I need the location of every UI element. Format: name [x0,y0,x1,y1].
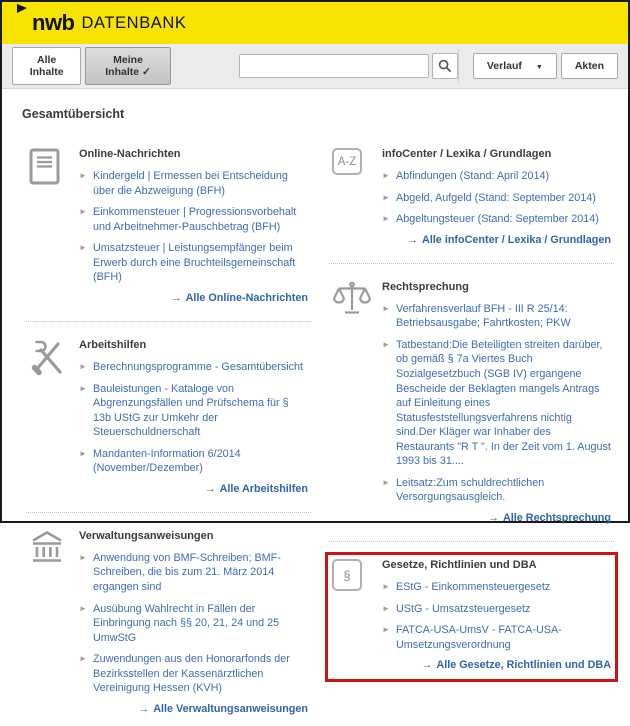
chevron-down-icon: ▼ [535,64,543,71]
list-item [79,551,308,595]
arrow-right-icon: → [488,512,499,524]
bullet-arrow-icon: ► [382,339,390,349]
section-divider [329,541,614,542]
toolbar-divider [458,49,459,83]
section-online-nachrichten [22,141,315,315]
article-link[interactable]: Mandanten-Information 6/2014 (November/Dezember) [93,447,241,475]
list-item [79,602,308,646]
article-link[interactable]: Bauleistungen - Kataloge von Abgrenzungsfällen und Prüfschema für § 13b UStG zur Umkehr der Steuerschuldnerschaft [93,382,289,439]
bullet-arrow-icon: ► [79,552,87,562]
bullet-arrow-icon: ► [79,361,87,371]
all-rechtsprechung-link [382,512,611,524]
section-arbeitshilfen [22,332,315,506]
list-item [79,382,308,440]
list-item [382,602,611,617]
bullet-arrow-icon: ► [382,303,390,313]
bullet-arrow-icon: ► [382,582,390,591]
article-link[interactable]: Anwendung von BMF-Schreiben; BMF-Schreiben, die bis zum 21. März 2014 ergangen sind [93,551,281,593]
all-gesetze-link [382,659,611,671]
article-link[interactable]: Abfindungen (Stand: April 2014) [396,170,550,182]
all-content-button[interactable]: Alle Inhalte [12,47,81,85]
bullet-arrow-icon: ► [382,192,390,202]
list-item [382,476,611,505]
bullet-arrow-icon: ► [79,654,87,664]
bullet-arrow-icon: ► [382,214,390,224]
article-link[interactable]: Ausübung Wahlrecht in Fällen der Einbringung nach §§ 20, 21, 24 und 25 UmwStG [93,602,280,644]
section-divider [26,321,311,322]
verlauf-label: Verlauf [486,60,522,72]
section-rechtsprechung [325,274,618,535]
article-link[interactable]: Abgeld, Aufgeld (Stand: September 2014) [396,191,596,204]
section-infocenter [325,141,618,257]
arrow-right-icon: → [407,233,419,246]
article-link[interactable]: EStG - Einkommensteuergesetz [396,581,551,593]
article-link[interactable]: Berechnungsprogramme - Gesamtübersicht [93,360,304,373]
verlauf-dropdown-button[interactable] [473,53,557,79]
corner-flag-icon [17,4,27,13]
logo-datenbank: DATENBANK [81,13,187,32]
arrow-right-icon: → [138,702,150,715]
list-item [382,191,611,206]
bullet-arrow-icon: ► [382,603,390,613]
list-item [79,169,308,198]
all-infocenter-link [382,234,611,246]
search-input[interactable] [239,54,429,78]
section-title: Rechtsprechung [382,280,469,293]
all-arbeitshilfen-link [79,483,308,495]
bullet-arrow-icon: ► [79,243,87,253]
list-item [382,212,611,227]
arrow-right-icon: → [204,482,216,495]
toolbar [2,44,628,89]
left-column [22,141,315,726]
section-title: Gesetze, Richtlinien und DBA [382,559,537,571]
right-column [325,141,618,726]
section-sign-icon: § [332,559,362,591]
list-item [382,338,611,469]
all-link-label[interactable]: Alle Gesetze, Richtlinien und DBA [436,659,611,672]
section-verwaltungsanweisungen [22,523,315,726]
page-title: Gesamtübersicht [22,107,125,121]
section-title: Online-Nachrichten [79,148,181,160]
bullet-arrow-icon: ► [382,171,390,180]
article-link[interactable]: UStG - Umsatzsteuergesetz [396,602,531,615]
toolbar-right-group [458,49,618,83]
list-item [79,447,308,476]
article-link[interactable]: Kindergeld | Ermessen bei Entscheidung über die Abzweigung (BFH) [93,170,288,197]
bullet-arrow-icon: ► [79,171,87,180]
arrow-right-icon: → [170,291,182,304]
article-link[interactable]: Umsatzsteuer | Leistungsempfänger beim Erwerb durch eine Bruchteilsgemeinschaft (BFH) [93,242,296,284]
section-title: Arbeitshilfen [79,338,147,351]
bullet-arrow-icon: ► [79,603,87,613]
list-item [79,205,308,234]
brand-header [2,2,628,44]
all-link-label[interactable]: Alle Online-Nachrichten [185,291,308,304]
a-z-icon: A-Z [332,148,362,175]
bullet-arrow-icon: ► [79,207,87,217]
article-link[interactable]: FATCA-USA-UmsV - FATCA-USA-Umsetzungsverordnung [396,624,562,651]
list-item [382,302,611,331]
article-link[interactable]: Leitsatz:Zum schuldrechtlichen Versorgungsausgleich. [396,476,545,504]
article-link[interactable]: Zuwendungen aus den Honorarfonds der Bezirksstellen der Kassenärztlichen Vereinigung Hessen (KVH) [93,653,290,695]
article-link[interactable]: Tatbestand:Die Beteiligten streiten darüber, ob gemäß § 7a Viertes Buch Sozialgesetzbuch (SGB IV) ergangene Bescheide der Beklagten mangels Antrags auf Einleitung eines Statusfeststellungsverfahrens nichtig sind.Der Kläger war Inhaber des Restaurants "R T ". In der Zeit vom 1. August 1993 bis 31.... [396,338,611,468]
all-online-nachrichten-link [79,292,308,304]
article-link[interactable]: Einkommensteuer | Progressionsvorbehalt und Arbeitnehmer-Pauschbetrag (BFH) [93,206,297,233]
section-divider [329,263,614,264]
section-title: infoCenter / Lexika / Grundlagen [382,148,552,160]
section-title: Verwaltungsanweisungen [79,529,214,542]
all-link-label[interactable]: Alle Rechtsprechung [503,512,611,524]
bullet-arrow-icon: ► [79,448,87,458]
list-item [79,652,308,696]
list-item [382,580,611,595]
article-link[interactable]: Verfahrensverlauf BFH - III R 25/14: Betriebsausgabe; Fahrtkosten; PKW [396,302,571,330]
section-divider [26,512,311,513]
all-link-label[interactable]: Alle Verwaltungsanweisungen [153,702,308,715]
logo-nwb: nwb [32,10,75,35]
my-content-button[interactable]: Meine Inhalte ✓ [85,47,171,85]
bank-icon [29,530,65,566]
list-item [382,169,611,184]
magnifier-icon [438,59,452,73]
all-link-label[interactable]: Alle infoCenter / Lexika / Grundlagen [422,233,611,246]
section-gesetze-richtlinien-dba [325,552,618,682]
tools-icon [29,339,65,377]
all-link-label[interactable]: Alle Arbeitshilfen [219,482,308,495]
bullet-arrow-icon: ► [382,477,390,487]
bullet-arrow-icon: ► [382,625,390,635]
search-area [239,53,458,79]
list-item [79,241,308,285]
article-link[interactable]: Abgeltungsteuer (Stand: September 2014) [396,213,599,226]
search-button[interactable] [432,53,458,79]
bullet-arrow-icon: ► [79,383,87,393]
arrow-right-icon: → [421,659,433,672]
list-item [382,623,611,652]
document-icon [29,148,61,186]
main-content [2,89,628,726]
list-item [79,360,308,375]
all-verwaltungsanweisungen-link [79,703,308,715]
akten-button[interactable]: Akten [561,53,618,79]
scales-icon [332,281,372,317]
